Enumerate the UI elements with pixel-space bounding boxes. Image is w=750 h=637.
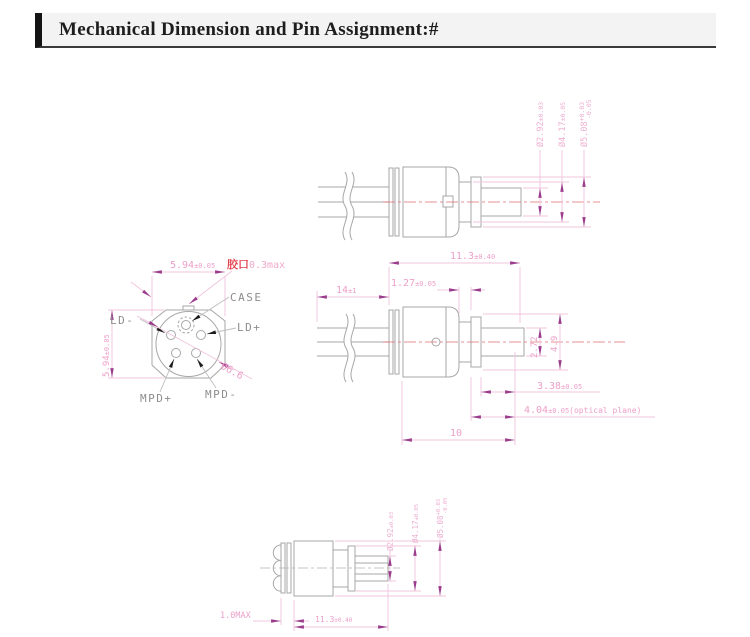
label-ld-minus: LD- — [110, 314, 135, 327]
label-mpd-plus: MPD+ — [140, 392, 173, 405]
svg-text:2.72: 2.72 — [530, 336, 540, 358]
dim-404 — [471, 405, 655, 417]
label-case: CASE — [230, 291, 263, 304]
svg-text:Ø4.17±0.05: Ø4.17±0.05 — [411, 503, 420, 543]
svg-text:胶口0.3max: 胶口0.3max — [227, 259, 286, 271]
pin-ld-plus — [197, 331, 206, 340]
svg-text:14±1: 14±1 — [336, 285, 357, 296]
pin-case — [182, 321, 191, 330]
svg-text:Ø5.08+0.03-0.05: Ø5.08+0.03-0.05 — [578, 99, 593, 147]
svg-text:1.0MAX: 1.0MAX — [220, 611, 251, 621]
svg-text:5.94±0.05: 5.94±0.05 — [102, 334, 112, 377]
dim-dia-292-top — [523, 102, 548, 216]
side-view-middle — [317, 251, 655, 445]
svg-text:Ø5.08+0.03-0.05: Ø5.08+0.03-0.05 — [436, 497, 449, 538]
svg-text:4.9: 4.9 — [550, 335, 560, 352]
svg-text:4.04±0.05(optical plane): 4.04±0.05(optical plane) — [524, 405, 642, 416]
dim-overall-10 — [402, 428, 515, 440]
label-mpd-minus: MPD- — [205, 388, 238, 401]
svg-text:11.3±0.40: 11.3±0.40 — [315, 615, 353, 624]
front-pin-view — [102, 257, 285, 405]
svg-text:1.27±0.05: 1.27±0.05 — [391, 278, 437, 289]
svg-text:5.94±0.05: 5.94±0.05 — [170, 260, 216, 271]
dim-338 — [481, 381, 600, 392]
side-view-top — [318, 99, 600, 240]
pin-mpd-plus — [172, 349, 181, 358]
label-ld-plus: LD+ — [237, 321, 262, 334]
svg-text:Ø2.92±0.03: Ø2.92±0.03 — [536, 101, 546, 147]
svg-text:Ø4.17±0.05: Ø4.17±0.05 — [558, 101, 568, 147]
dim-shaft-272 — [526, 328, 547, 358]
svg-text:Ø2.92±0.03: Ø2.92±0.03 — [386, 511, 395, 551]
svg-text:10: 10 — [450, 428, 463, 439]
svg-text:11.3±0.40: 11.3±0.40 — [450, 251, 496, 262]
dim-flange-10max — [220, 598, 309, 631]
svg-text:3.38±0.05: 3.38±0.05 — [537, 381, 583, 392]
svg-text:Ø6.6: Ø6.6 — [218, 361, 245, 383]
glue-notch — [183, 306, 194, 310]
body-notch — [443, 196, 453, 207]
page-title: Mechanical Dimension and Pin Assignment:# — [59, 18, 439, 40]
side-view-bottom — [220, 497, 449, 631]
